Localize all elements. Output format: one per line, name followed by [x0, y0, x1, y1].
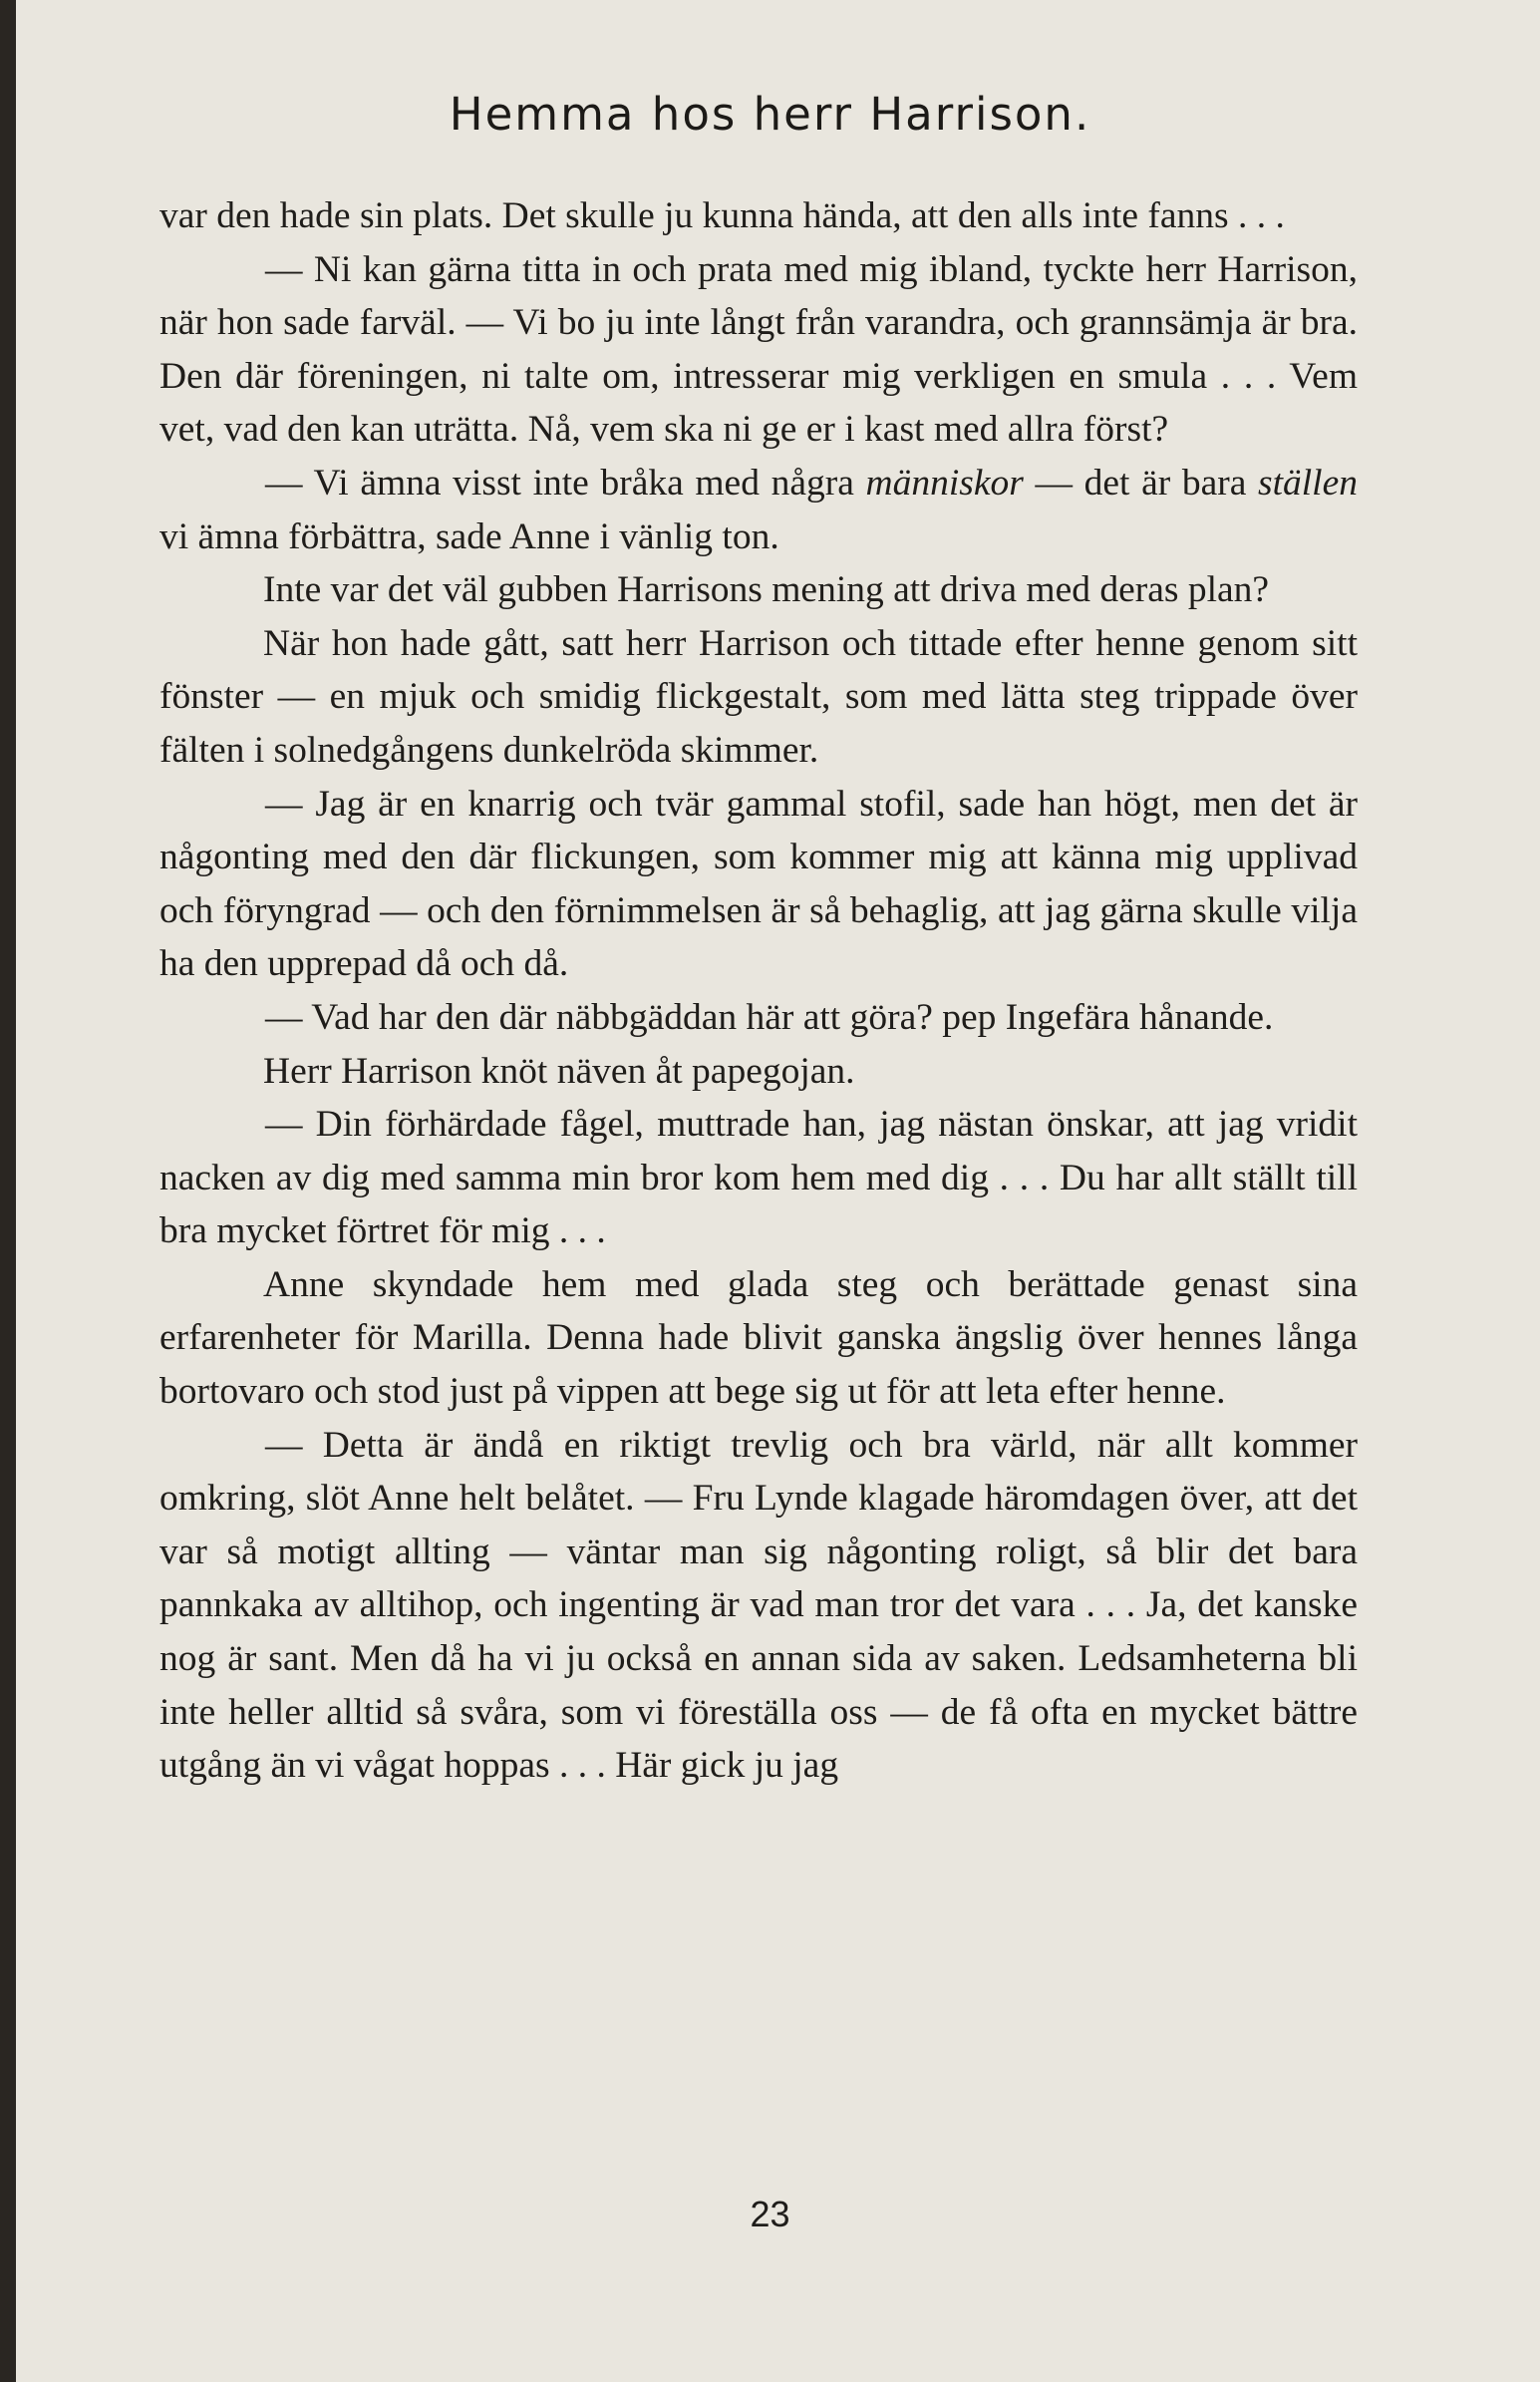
paragraph: Anne skyndade hem med glada steg och berättade genast sina erfarenheter för Marilla. Denna hade blivit ganska ängslig över hennes långa bortovaro och stod just på vippen att bege sig ut för att leta efter henne.: [159, 1263, 1358, 1413]
page-spine-edge: [0, 0, 16, 2382]
text-run: — det är bara: [1023, 462, 1258, 504]
paragraph: När hon hade gått, satt herr Harrison och tittade efter henne genom sitt fönster — en mjuk och smidig flickgestalt, som med lätta steg trippade över fälten i solnedgångens dunkelröda skimmer.: [159, 622, 1358, 771]
paragraph: — Ni kan gärna titta in och prata med mig ibland, tyckte herr Harrison, när hon sade farväl. — Vi bo ju inte långt från varandra, och grannsämja är bra. Den där föreningen, ni talte om, intresserar mig verkligen en smula . . . Vem vet, vad den kan uträtta. Nå, vem ska ni ge er i kast med allra först?: [159, 248, 1358, 451]
italic-word: ställen: [1258, 462, 1358, 504]
paragraph: — Detta är ändå en riktigt trevlig och bra värld, när allt kommer omkring, slöt Anne helt belåtet. — Fru Lynde klagade häromdagen över, att det var så motigt allting — väntar man sig någonting roligt, så blir det bara pannkaka av alltihop, och ingenting är vad man tror det vara . . . Ja, det kanske nog är sant. Men då ha vi ju också en annan sida av saken. Ledsamheterna bli inte heller alltid så svåra, som vi föreställa oss — de få ofta en mycket bättre utgång än vi vågat hoppas . . . Här gick ju jag: [159, 1424, 1358, 1787]
paragraph: — Jag är en knarrig och tvär gammal stofil, sade han högt, men det är någonting med den där flickungen, som kommer mig att känna mig upplivad och föryngrad — och den förnimmelsen är så behaglig, att jag gärna skulle vilja ha den upprepad då och då.: [159, 783, 1358, 985]
italic-word: människor: [865, 462, 1024, 504]
page-number: 23: [750, 2194, 790, 2234]
text-run: vi ämna förbättra, sade Anne i vänlig ton.: [159, 515, 779, 557]
running-header: Hemma hos herr Harrison.: [449, 88, 1091, 141]
paragraph: Herr Harrison knöt näven åt papegojan.: [263, 1050, 855, 1092]
paragraph: [159, 457, 1358, 563]
paragraph: Inte var det väl gubben Harrisons mening att driva med deras plan?: [263, 569, 1270, 611]
text-run: — Vi ämna visst inte bråka med några: [265, 462, 866, 504]
body-text: [159, 189, 1358, 1793]
paragraph: var den hade sin plats. Det skulle ju kunna hända, att den alls inte fanns . . .: [159, 195, 1285, 236]
paragraph: — Vad har den där näbbgäddan här att göra? pep Ingefära hånande.: [265, 996, 1274, 1038]
paragraph: — Din förhärdade fågel, muttrade han, jag nästan önskar, att jag vridit nacken av dig med samma min bror kom hem med dig . . . Du har allt ställt till bra mycket förtret för mig . . .: [159, 1104, 1358, 1252]
